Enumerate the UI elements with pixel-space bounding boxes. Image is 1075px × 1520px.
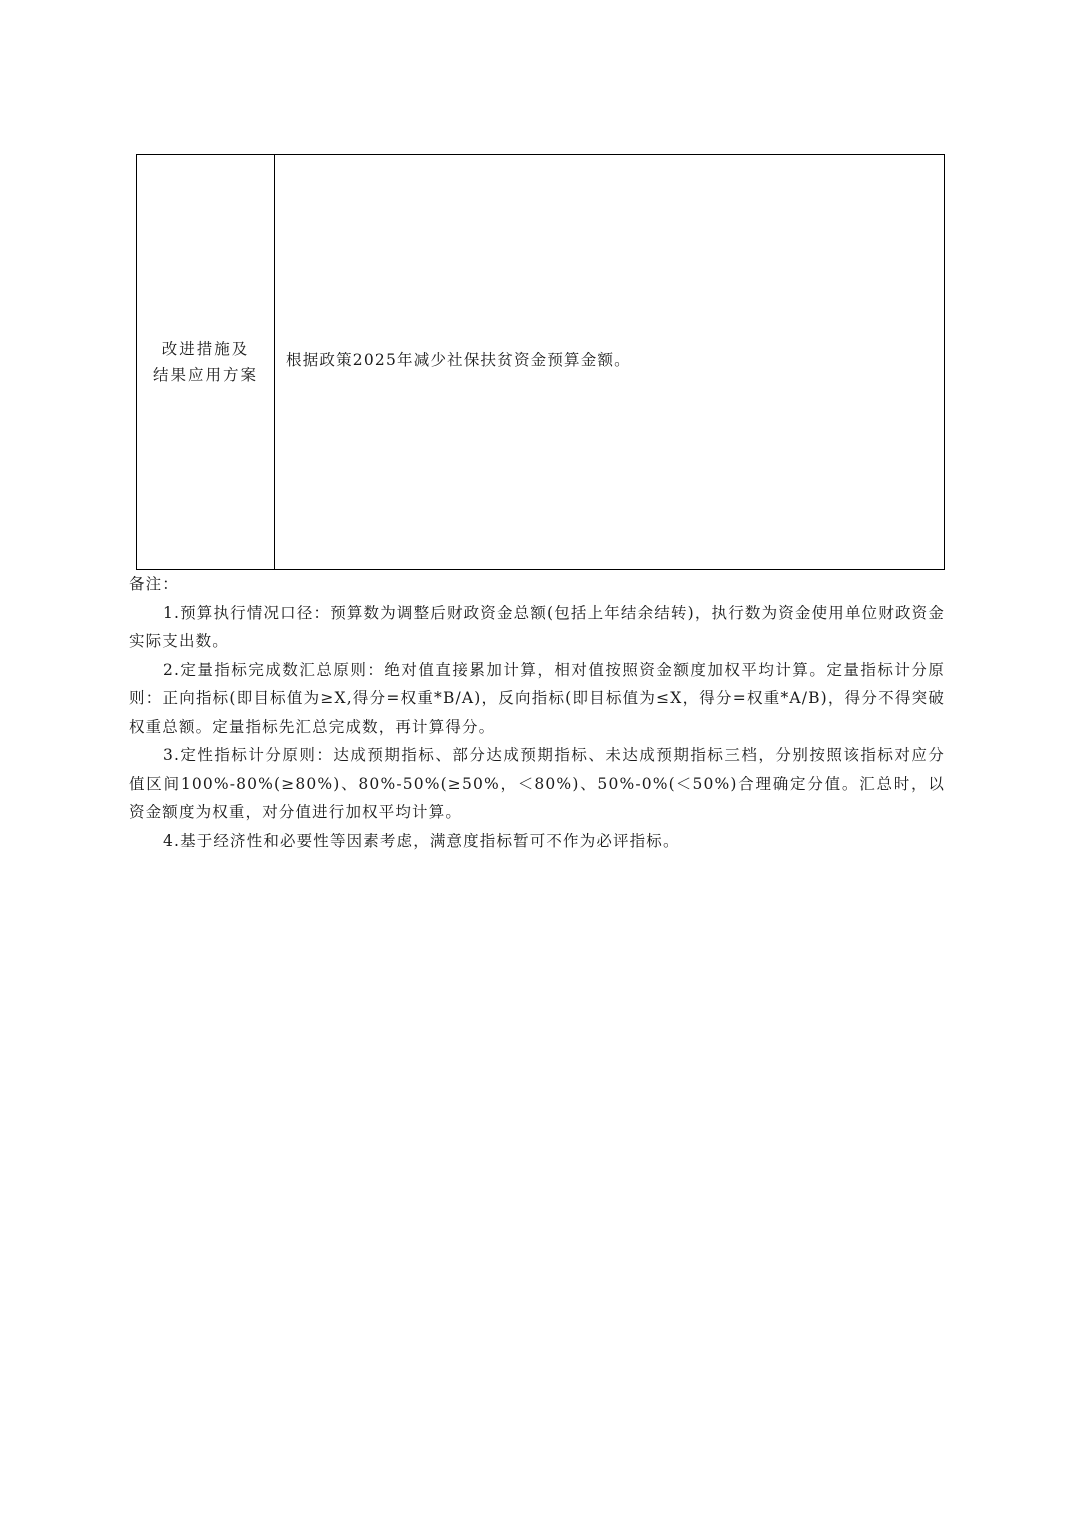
- note-item-1: 1.预算执行情况口径：预算数为调整后财政资金总额(包括上年结余结转)，执行数为资金使用单位财政资金实际支出数。: [129, 603, 945, 650]
- table-row: [137, 155, 945, 570]
- note-item-2: 2.定量指标完成数汇总原则：绝对值直接累加计算，相对值按照资金额度加权平均计算。定量指标计分原则：正向指标(即目标值为≥X,得分=权重*B/A)，反向指标(即目标值为≤X，得分=权重*A/B)，得分不得突破权重总额。定量指标先汇总完成数，再计算得分。: [129, 660, 945, 736]
- row-label-line-2: 结果应用方案: [152, 366, 258, 384]
- note-item-4: 4.基于经济性和必要性等因素考虑，满意度指标暂可不作为必评指标。: [163, 831, 680, 850]
- notes-title: 备注：: [129, 575, 179, 593]
- row-label-cell: [137, 155, 275, 570]
- row-content-cell: 根据政策2025年减少社保扶贫资金预算金额。: [275, 155, 945, 570]
- improvement-table: [136, 154, 945, 570]
- notes-section: [129, 570, 945, 855]
- row-label-line-1: 改进措施及: [161, 340, 250, 358]
- note-item-3: 3.定性指标计分原则：达成预期指标、部分达成预期指标、未达成预期指标三档，分别按照该指标对应分值区间100%-80%(≥80%)、80%-50%(≥50%，＜80%)、50%-0%(＜50%)合理确定分值。汇总时，以资金额度为权重，对分值进行加权平均计算。: [129, 746, 945, 821]
